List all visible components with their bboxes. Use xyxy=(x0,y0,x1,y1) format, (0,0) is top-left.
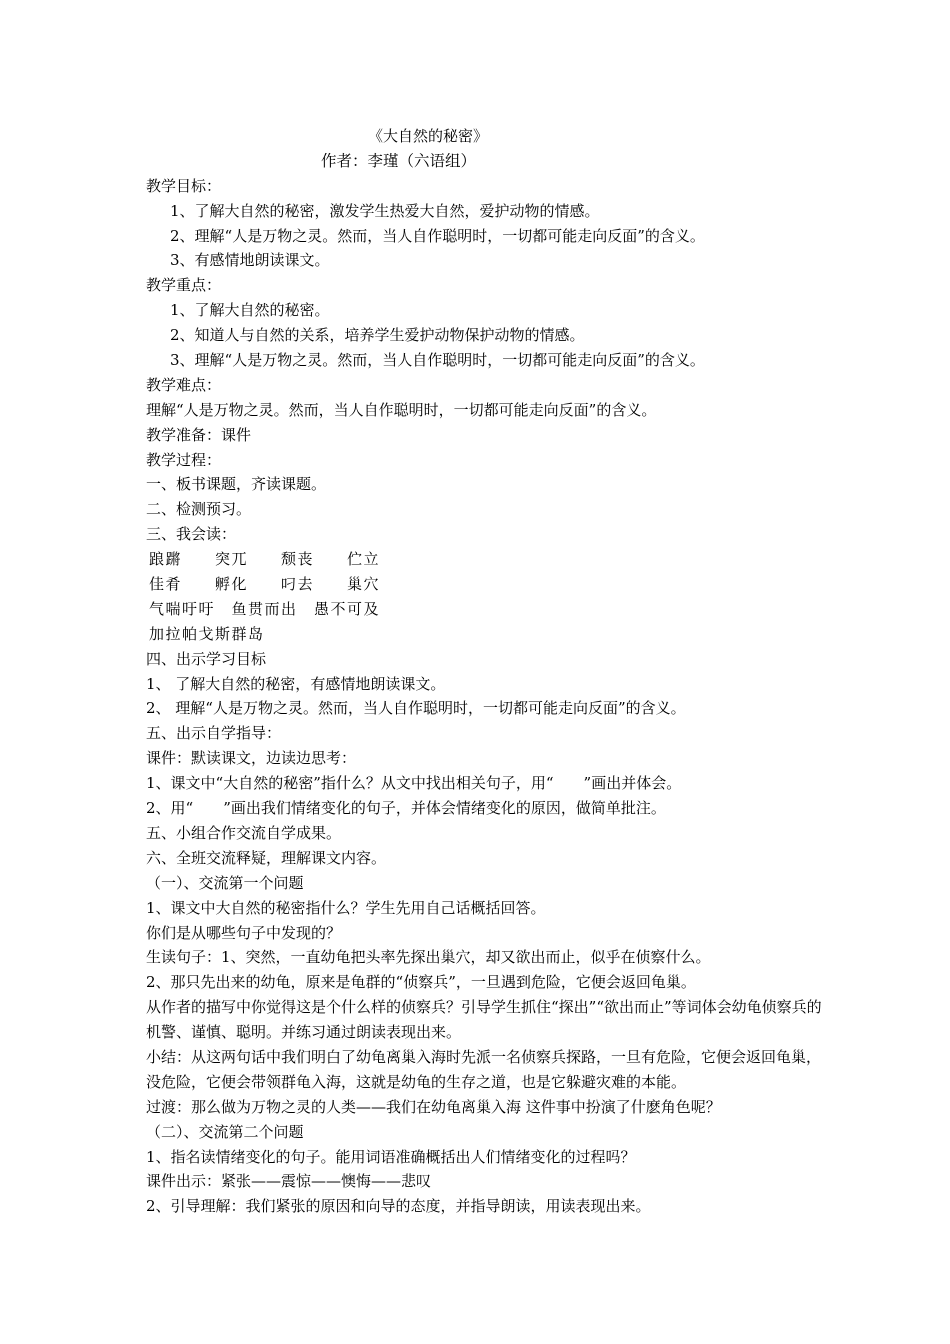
vocab-row: 踉蹡 突兀 颓丧 伫立 xyxy=(149,550,381,569)
paragraph-line: 你们是从哪些句子中发现的？ xyxy=(146,923,342,942)
section-heading-process: 教学过程： xyxy=(146,450,222,469)
section-heading-goals: 教学目标： xyxy=(146,176,222,195)
process-step: 二、检测预习。 xyxy=(146,500,252,519)
vocab-row: 气喘吁吁 鱼贯而出 愚不可及 xyxy=(149,599,381,618)
process-step: 六、全班交流释疑，理解课文内容。 xyxy=(146,848,387,867)
paragraph-line: 生读句子：1、突然，一直幼龟把头率先探出巢穴，却又欲出而止，似乎在侦察什么。 xyxy=(146,948,711,967)
learning-goal-item: 1、 了解大自然的秘密，有感情地朗读课文。 xyxy=(146,674,446,693)
preparation-text: 教学准备：课件 xyxy=(146,425,252,444)
difficulty-text: 理解“人是万物之灵。然而，当人自作聪明时，一切都可能走向反面”的含义。 xyxy=(146,400,657,419)
process-step: 四、出示学习目标 xyxy=(146,649,267,668)
guide-text: 课件：默读课文，边读边思考： xyxy=(146,749,357,768)
key-point-item: 3、理解“人是万物之灵。然而，当人自作聪明时，一切都可能走向反面”的含义。 xyxy=(170,351,705,370)
goal-item: 1、了解大自然的秘密，激发学生热爱大自然，爱护动物的情感。 xyxy=(170,201,600,220)
process-step: 五、出示自学指导： xyxy=(146,724,282,743)
paragraph-line: 1、指名读情绪变化的句子。能用词语准确概括出人们情绪变化的过程吗？ xyxy=(146,1147,636,1166)
key-point-item: 1、了解大自然的秘密。 xyxy=(170,301,330,320)
subsection-heading: （一）、交流第一个问题 xyxy=(146,873,304,892)
vocab-row: 加拉帕戈斯群岛 xyxy=(149,624,265,643)
process-step: 一、板书课题，齐读课题。 xyxy=(146,475,327,494)
guide-item: 2、用“ ”画出我们情绪变化的句子，并体会情绪变化的原因，做简单批注。 xyxy=(146,799,666,818)
subsection-heading: （二）、交流第二个问题 xyxy=(146,1122,304,1141)
document-body xyxy=(146,124,826,1219)
paragraph-line: 1、课文中大自然的秘密指什么？学生先用自己话概括回答。 xyxy=(146,898,546,917)
paragraph-line: 课件出示：紧张——震惊——懊悔——悲叹 xyxy=(146,1172,432,1191)
goal-item: 3、有感情地朗读课文。 xyxy=(170,251,330,270)
guide-item: 1、课文中“大自然的秘密”指什么？从文中找出相关句子，用“ ”画出并体会。 xyxy=(146,774,682,793)
paragraph-line: 2、那只先出来的幼龟，原来是龟群的“侦察兵”，一旦遇到危险，它便会返回龟巢。 xyxy=(146,973,696,992)
section-heading-difficulties: 教学难点： xyxy=(146,375,222,394)
paragraph-line: 2、引导理解：我们紧张的原因和向导的态度，并指导朗读，用读表现出来。 xyxy=(146,1197,651,1216)
transition-line: 过渡：那么做为万物之灵的人类——我们在幼龟离巢入海 这件事中扮演了什麽角色呢？ xyxy=(146,1097,721,1116)
document-title: 《大自然的秘密》 xyxy=(368,127,489,145)
vocab-row: 佳肴 孵化 叼去 巢穴 xyxy=(149,575,381,594)
goal-item: 2、理解“人是万物之灵。然而，当人自作聪明时，一切都可能走向反面”的含义。 xyxy=(170,226,705,245)
document-author: 作者：李瑾（六语组） xyxy=(321,151,477,170)
summary-paragraph: 小结：从这两句话中我们明白了幼龟离巢入海时先派一名侦察兵探路，一旦有危险，它便会返回龟巢，没危险，它便会带领群龟入海，这就是幼龟的生存之道，也是它躲避灾难的本能。 xyxy=(146,1047,822,1091)
learning-goal-item: 2、 理解“人是万物之灵。然而，当人自作聪明时，一切都可能走向反面”的含义。 xyxy=(146,699,686,718)
process-step: 五、小组合作交流自学成果。 xyxy=(146,823,342,842)
section-heading-key-points: 教学重点： xyxy=(146,276,222,295)
paragraph-block: 从作者的描写中你觉得这是个什么样的侦察兵？引导学生抓住“探出”“欲出而止”等词体会幼龟侦察兵的机警、谨慎、聪明。并练习通过朗读表现出来。 xyxy=(146,998,822,1042)
key-point-item: 2、知道人与自然的关系，培养学生爱护动物保护动物的情感。 xyxy=(170,326,585,345)
process-step: 三、我会读： xyxy=(146,525,237,544)
